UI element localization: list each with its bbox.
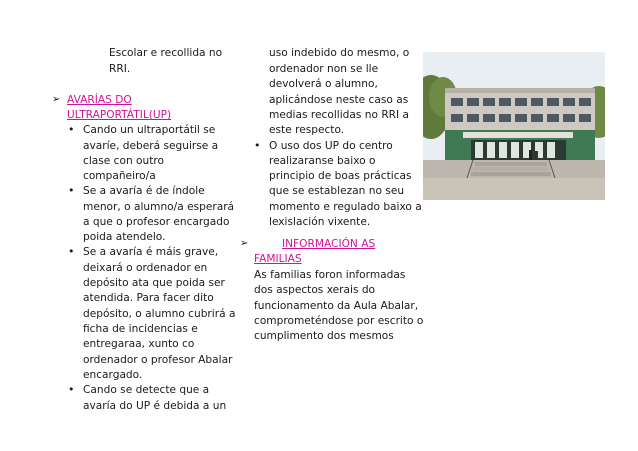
intro-line-2: RRI. <box>109 63 131 75</box>
bullet-icon: • <box>254 139 261 152</box>
bullet-icon: • <box>68 245 75 258</box>
bullet2-line4: poida atendelo. <box>83 231 166 243</box>
section-heading-familias: INFORMACIÓN AS <box>282 238 376 250</box>
school-building-photo <box>423 52 605 200</box>
col2-intro-2: ordenador non se lle <box>269 63 379 75</box>
col2-intro-6: este respecto. <box>269 124 345 136</box>
bullet3-line6: ficha de incidencias e <box>83 323 198 335</box>
familias-para-2: dos aspectos xerais do <box>254 284 376 296</box>
col2-bullet-line6: lexislación vixente. <box>269 216 371 228</box>
col2-intro-3: devolverá o alumno, <box>269 78 378 90</box>
bullet1-line1: Cando un ultraportátil se <box>83 124 216 136</box>
section-heading-averias: AVARÍAS DO <box>67 94 132 106</box>
col2-intro-4: aplicándose neste caso as <box>269 94 409 106</box>
bullet1-line3: clase con outro <box>83 155 165 167</box>
bullet3-line5: depósito, o alumno cubrirá a <box>83 308 236 320</box>
arrow-bullet-icon: ➢ <box>240 238 249 249</box>
bullet1-line4: compañeiro/a <box>83 170 156 182</box>
bullet2-line1: Se a avaría é de índole <box>83 185 205 197</box>
bullet3-line8: ordenador o profesor Abalar <box>83 354 233 366</box>
intro-line-1: Escolar e recollida no <box>109 47 223 59</box>
familias-para-3: funcionamento da Aula Abalar, <box>254 300 419 312</box>
col2-bullet-line1: O uso dos UP do centro <box>269 140 393 152</box>
section-heading-familias-2: FAMILIAS <box>254 253 302 265</box>
familias-para-4: comprometéndose por escrito o <box>254 315 424 327</box>
col2-bullet-line2: realizaranse baixo o <box>269 155 376 167</box>
bullet3-line2: deixará o ordenador en <box>83 262 208 274</box>
bullet1-line2: avaríe, deberá seguirse a <box>83 140 219 152</box>
bullet3-line1: Se a avaría é máis grave, <box>83 246 219 258</box>
bullet-icon: • <box>68 123 75 136</box>
bullet-icon: • <box>68 383 75 396</box>
bullet3-line7: entregaraa, xunto co <box>83 338 195 350</box>
familias-para-5: cumplimento dos mesmos <box>254 330 394 342</box>
bullet-icon: • <box>68 184 75 197</box>
bullet3-line9: encargado. <box>83 369 143 381</box>
col2-intro-1: uso indebido do mesmo, o <box>269 47 410 59</box>
col2-bullet-line4: que se establezan no seu <box>269 185 405 197</box>
bullet4-line2: avaría do UP é debida a un <box>83 400 227 412</box>
col2-intro-5: medias recollidas no RRI a <box>269 109 410 121</box>
bullet3-line3: depósito ata que poida ser <box>83 277 225 289</box>
col2-bullet-line3: principio de boas prácticas <box>269 170 412 182</box>
bullet2-line3: a que o profesor encargado <box>83 216 230 228</box>
bullet2-line2: menor, o alumno/a esperará <box>83 201 235 213</box>
col2-bullet-line5: momento e regulado baixo a <box>269 201 422 213</box>
section-heading-averias-2: ULTRAPORTÁTIL(UP) <box>67 109 172 121</box>
arrow-bullet-icon: ➢ <box>52 94 61 105</box>
familias-para-1: As familias foron informadas <box>254 269 406 281</box>
bullet4-line1: Cando se detecte que a <box>83 384 210 396</box>
bullet3-line4: atendida. Para facer dito <box>83 292 214 304</box>
